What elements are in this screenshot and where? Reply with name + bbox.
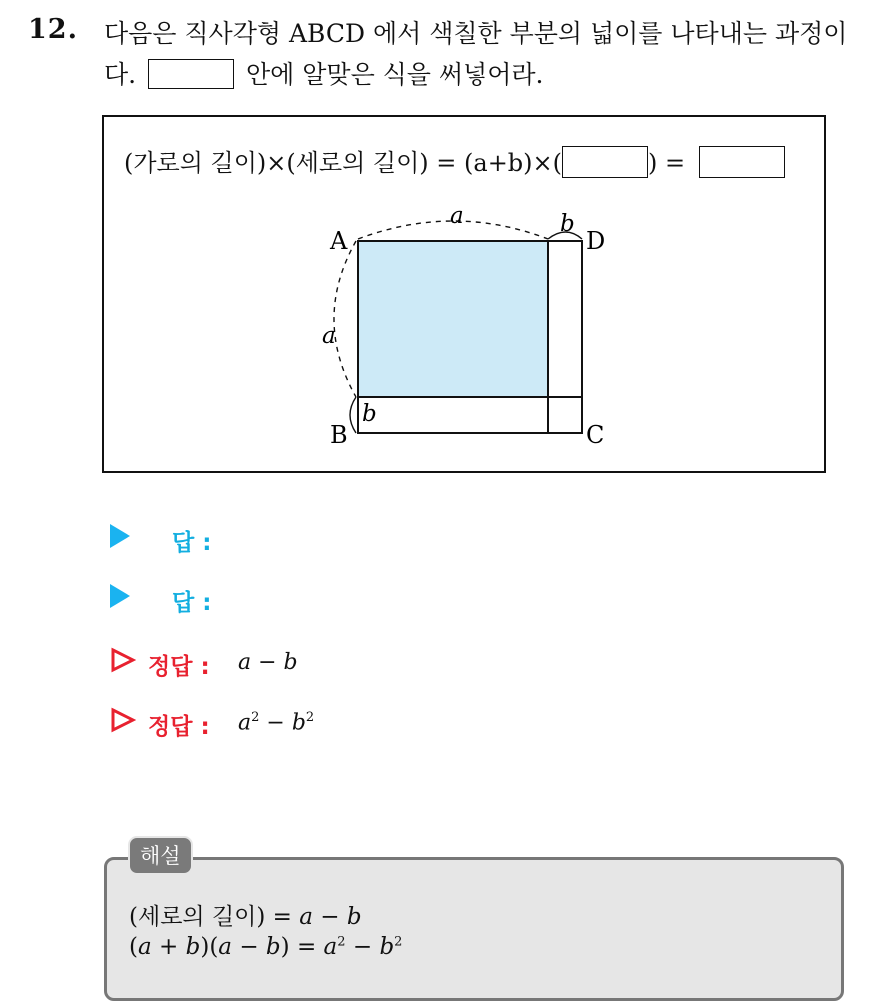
solution-label-1: 정답 : xyxy=(148,654,210,680)
label-B: B xyxy=(330,421,348,449)
label-D: D xyxy=(586,227,606,255)
label-C: C xyxy=(586,421,605,449)
answer-row-2 xyxy=(110,584,212,616)
question-text-line1: 다음은 직사각형 ABCD 에서 색칠한 부분의 넓이를 나타내는 과정이 xyxy=(104,19,848,48)
solution-label-2: 정답 : xyxy=(148,714,210,740)
answer-label-1: 답 : xyxy=(172,530,212,556)
explanation-panel xyxy=(104,857,844,1001)
play-triangle-icon xyxy=(110,584,130,608)
question-line2-prefix: 다. xyxy=(104,60,137,89)
formula-mid: ) xyxy=(648,149,658,177)
problem-box xyxy=(102,115,826,473)
explanation-line-1: (세로의 길이) = a − b xyxy=(129,904,362,930)
label-a-left: a xyxy=(322,323,336,349)
outline-triangle-icon xyxy=(110,707,136,733)
explanation-tag: 해설 xyxy=(128,836,193,875)
outline-triangle-icon xyxy=(110,647,136,673)
explanation-line-2: $(a + b)(a - b) = a^2 - b^2$ xyxy=(129,934,403,960)
label-b-top: b xyxy=(560,211,575,237)
formula-equals: = xyxy=(665,149,686,177)
question-number: 12. xyxy=(28,14,78,45)
rectangle-diagram xyxy=(104,117,828,475)
arc-left-b xyxy=(350,397,356,433)
solution-row-2 xyxy=(110,708,315,740)
label-b-bottom: b xyxy=(362,401,377,427)
solution-row-1 xyxy=(110,648,298,680)
question-line2-suffix: 안에 알맞은 식을 써넣어라. xyxy=(246,60,544,89)
label-a-top: a xyxy=(450,203,464,229)
answer-label-2: 답 : xyxy=(172,590,212,616)
answer-row-1 xyxy=(110,524,212,556)
dashed-arc-left xyxy=(334,241,356,397)
question-text-line2 xyxy=(104,55,543,92)
solution-value-2: $a^2 - b^2$ xyxy=(238,710,315,736)
solution-value-1: a − b xyxy=(238,650,298,675)
formula-left: (가로의 길이)×(세로의 길이) = (a+b)×( xyxy=(124,149,563,177)
label-A: A xyxy=(330,227,348,255)
question-blank-box xyxy=(148,59,234,89)
play-triangle-icon xyxy=(110,524,130,548)
shaded-region xyxy=(358,241,548,397)
